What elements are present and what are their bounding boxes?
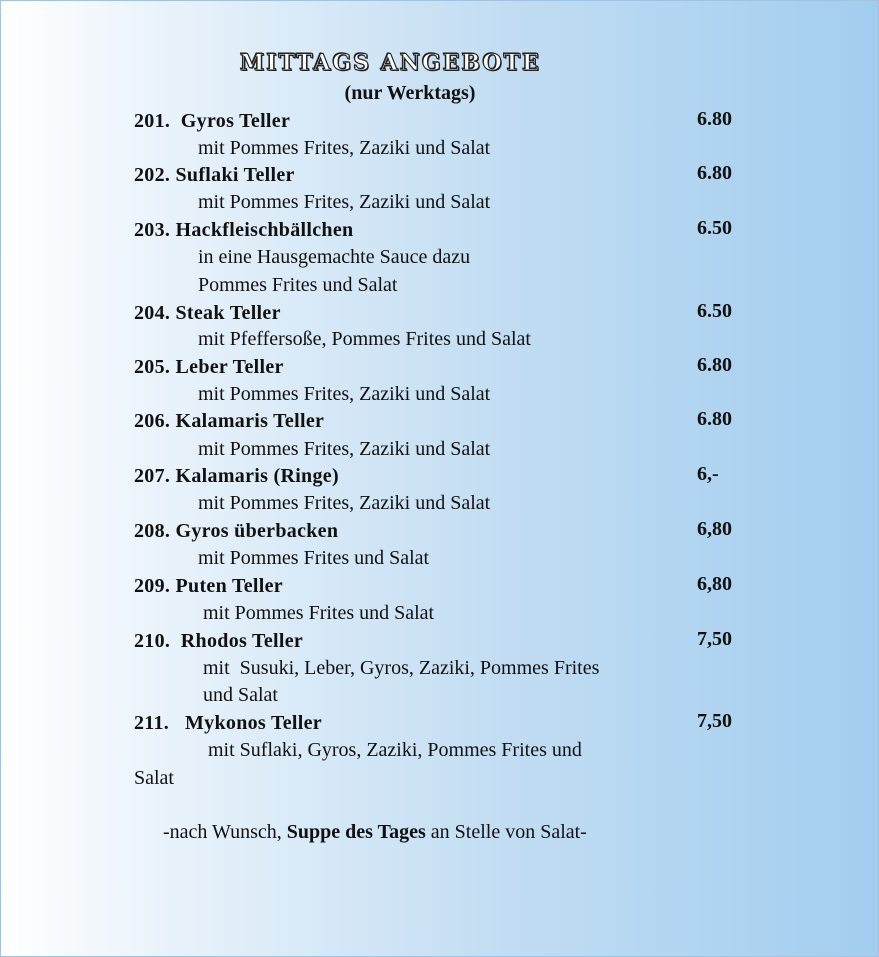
item-desc-203-line1: in eine Hausgemachte Sauce dazu [198,246,471,268]
item-name-210: 210. Rhodos Teller [134,630,304,652]
item-name-204: 204. Steak Teller [134,302,281,324]
menu-subtitle: (nur Werktags) [344,82,476,104]
item-price-208: 6,80 [697,518,732,540]
item-desc-210-line1: mit Susuki, Leber, Gyros, Zaziki, Pommes Frites [203,657,600,679]
item-price-201: 6.80 [697,108,732,130]
item-price-205: 6.80 [697,354,732,376]
item-name-206: 206. Kalamaris Teller [134,410,325,432]
menu-footer-note [163,821,587,844]
item-price-203: 6.50 [697,217,732,239]
item-desc-208: mit Pommes Frites und Salat [198,547,430,569]
item-desc-207: mit Pommes Frites, Zaziki und Salat [198,492,491,514]
item-name-205: 205. Leber Teller [134,356,284,378]
menu-title: MITTAGS ANGEBOTE [240,50,541,76]
item-name-203: 203. Hackfleischbällchen [134,219,354,241]
item-name-201: 201. Gyros Teller [134,110,291,132]
footer-prefix: -nach Wunsch, [163,821,287,843]
item-desc-203-line2: Pommes Frites und Salat [198,274,398,296]
item-price-207: 6,- [697,463,719,485]
item-price-202: 6.80 [697,162,732,184]
item-price-204: 6.50 [697,300,732,322]
item-name-209: 209. Puten Teller [134,575,283,597]
item-desc-211-line1: mit Suflaki, Gyros, Zaziki, Pommes Frites und [208,739,582,761]
item-desc-202: mit Pommes Frites, Zaziki und Salat [198,191,491,213]
item-name-202: 202. Suflaki Teller [134,164,295,186]
item-price-206: 6.80 [697,408,732,430]
item-desc-201: mit Pommes Frites, Zaziki und Salat [198,137,491,159]
footer-suffix: an Stelle von Salat- [425,821,587,843]
item-name-211: 211. Mykonos Teller [134,712,322,734]
footer-bold: Suppe des Tages [286,821,426,843]
item-desc-204: mit Pfeffersoße, Pommes Frites und Salat [198,328,531,350]
item-price-211: 7,50 [697,710,732,732]
item-desc-205: mit Pommes Frites, Zaziki und Salat [198,383,491,405]
item-price-210: 7,50 [697,628,732,650]
item-name-207: 207. Kalamaris (Ringe) [134,465,339,487]
item-name-208: 208. Gyros überbacken [134,520,339,542]
item-desc-210-line2: und Salat [203,684,278,706]
item-desc-209: mit Pommes Frites und Salat [203,602,435,624]
item-desc-206: mit Pommes Frites, Zaziki und Salat [198,438,491,460]
item-price-209: 6,80 [697,573,732,595]
item-desc-211-line2: Salat [134,767,174,789]
